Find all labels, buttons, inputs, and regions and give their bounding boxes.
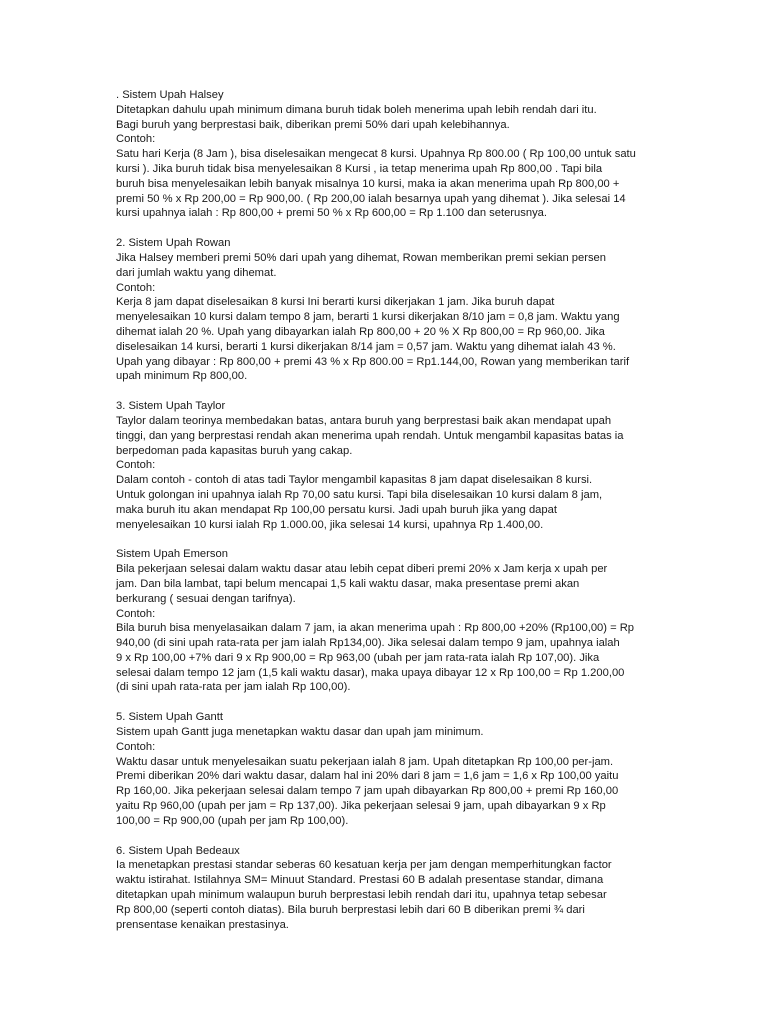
paragraph-line: Taylor dalam teorinya membedakan batas, antara buruh yang berprestasi baik akan mendapat upah	[116, 414, 612, 427]
paragraph-line: maka buruh itu akan mendapat Rp 100,00 persatu kursi. Jadi upah buruh jika yang dapat	[116, 503, 557, 516]
paragraph-line: menyelesaikan 10 kursi ialah Rp 1.000.00, jika selesai 14 kursi, upahnya Rp 1.400,00.	[116, 518, 544, 531]
example-label: Contoh:	[116, 607, 156, 620]
paragraph-line: berkurang ( sesuai dengan tarifnya).	[116, 592, 296, 605]
paragraph-line: Rp 800,00 (seperti contoh diatas). Bila buruh berprestasi lebih dari 60 B diberikan premi ¾ dari	[116, 903, 585, 916]
paragraph-line: jam. Dan bila lambat, tapi belum mencapai 1,5 kali waktu dasar, maka presentase premi akan	[116, 577, 580, 590]
section	[116, 236, 668, 384]
example-label: Contoh:	[116, 281, 156, 294]
paragraph-line: berpedoman pada kapasitas buruh yang cakap.	[116, 444, 353, 457]
paragraph-line: 100,00 = Rp 900,00 (upah per jam Rp 100,00).	[116, 814, 349, 827]
paragraph-line: upah minimum Rp 800,00.	[116, 370, 248, 383]
section	[116, 547, 668, 695]
paragraph-line: Ditetapkan dahulu upah minimum dimana buruh tidak boleh menerima upah lebih rendah dari itu.	[116, 103, 597, 116]
paragraph-line: Bagi buruh yang berprestasi baik, diberikan premi 50% dari upah kelebihannya.	[116, 118, 510, 131]
paragraph-line: dari jumlah waktu yang dihemat.	[116, 266, 277, 279]
paragraph-line: tinggi, dan yang berprestasi rendah akan menerima upah rendah. Untuk mengambil kapasitas batas ia	[116, 429, 624, 442]
paragraph-line: Upah yang dibayar : Rp 800,00 + premi 43 % x Rp 800.00 = Rp1.144,00, Rowan yang memberikan tarif	[116, 355, 630, 368]
paragraph-line: Kerja 8 jam dapat diselesaikan 8 kursi Ini berarti kursi dikerjakan 1 jam. Jika buruh dapat	[116, 296, 555, 309]
paragraph-line: Rp 160,00. Jika pekerjaan selesai dalam tempo 7 jam upah dibayarkan Rp 800,00 + premi Rp 160,00	[116, 785, 619, 798]
paragraph-line: 940,00 (di sini upah rata-rata per jam ialah Rp134,00). Jika selesai dalam tempo 9 jam, upahnya ialah	[116, 637, 620, 650]
paragraph-line: Bila buruh bisa menyelasaikan dalam 7 jam, ia akan menerima upah : Rp 800,00 +20% (Rp100,00) = Rp	[116, 622, 635, 635]
paragraph-line: Ia menetapkan prestasi standar seberas 60 kesatuan kerja per jam dengan memperhitungkan factor	[116, 859, 612, 872]
section-title: 6. Sistem Upah Bedeaux	[116, 844, 240, 857]
paragraph-line: Sistem upah Gantt juga menetapkan waktu dasar dan upah jam minimum.	[116, 726, 484, 739]
paragraph-line: selesai dalam tempo 12 jam (1,5 kali waktu dasar), maka upaya dibayar 12 x Rp 100,00 = Rp 1.200,00	[116, 666, 625, 679]
paragraph-line: kursi ). Jika buruh tidak bisa menyelesaikan 8 Kursi , ia tetap menerima upah Rp 800,00 . Tapi bila	[116, 162, 603, 175]
section	[116, 844, 668, 933]
paragraph-line: Waktu dasar untuk menyelesaikan suatu pekerjaan ialah 8 jam. Upah ditetapkan Rp 100,00 per-jam.	[116, 755, 614, 768]
paragraph-line: dihemat ialah 20 %. Upah yang dibayarkan ialah Rp 800,00 + 20 % X Rp 800,00 = Rp 960,00. Jika	[116, 325, 605, 338]
section-title: . Sistem Upah Halsey	[116, 89, 224, 101]
paragraph-line: Bila pekerjaan selesai dalam waktu dasar atau lebih cepat diberi premi 20% x Jam kerja x upah per	[116, 563, 608, 576]
section-title: Sistem Upah Emerson	[116, 548, 228, 561]
paragraph-line: 9 x Rp 100,00 +7% dari 9 x Rp 900,00 = Rp 963,00 (ubah per jam rata-rata ialah Rp 107,00). Jika	[116, 651, 600, 664]
paragraph-line: waktu istirahat. Istilahnya SM= Minuut Standard. Prestasi 60 B adalah presentase standar, dimana	[116, 874, 604, 887]
section-title: 3. Sistem Upah Taylor	[116, 400, 226, 413]
paragraph-line: yaitu Rp 960,00 (upah per jam = Rp 137,00). Jika pekerjaan selesai 9 jam, upah dibayarkan 9 x Rp	[116, 800, 606, 813]
section	[116, 399, 668, 532]
paragraph-line: premi 50 % x Rp 200,00 = Rp 900,00. ( Rp 200,00 ialah besarnya upah yang dihemat ). Jika selesai 14	[116, 192, 626, 205]
paragraph-line: diselesaikan 14 kursi, berarti 1 kursi dikerjakan 8/14 jam = 0,57 jam. Waktu yang dihemat ialah 43 %.	[116, 340, 616, 353]
paragraph-line: ditetapkan upah minimum walaupun buruh berprestasi lebih rendah dari itu, upahnya tetap sebesar	[116, 889, 607, 902]
paragraph-line: prensentase kenaikan prestasinya.	[116, 918, 289, 931]
paragraph-line: menyelesaikan 10 kursi dalam tempo 8 jam, berarti 1 kursi dikerjakan 8/10 jam = 0,8 jam. Waktu yang	[116, 311, 620, 324]
section	[116, 88, 668, 221]
section	[116, 710, 668, 828]
example-label: Contoh:	[116, 133, 156, 146]
paragraph-line: Untuk golongan ini upahnya ialah Rp 70,00 satu kursi. Tapi bila diselesaikan 10 kursi dalam 8 jam,	[116, 488, 603, 501]
paragraph-line: Satu hari Kerja (8 Jam ), bisa diselesaikan mengecat 8 kursi. Upahnya Rp 800.00 ( Rp 100,00 untuk satu	[116, 148, 636, 161]
paragraph-line: buruh bisa menyelesaikan lebih banyak misalnya 10 kursi, maka ia akan menerima upah Rp 800,00 +	[116, 177, 620, 190]
section-title: 5. Sistem Upah Gantt	[116, 711, 223, 724]
section-title: 2. Sistem Upah Rowan	[116, 237, 231, 250]
paragraph-line: (di sini upah rata-rata per jam ialah Rp 100,00).	[116, 681, 351, 694]
paragraph-line: kursi upahnya ialah : Rp 800,00 + premi 50 % x Rp 600,00 = Rp 1.100 dan seterusnya.	[116, 207, 547, 220]
example-label: Contoh:	[116, 740, 156, 753]
paragraph-line: Jika Halsey memberi premi 50% dari upah yang dihemat, Rowan memberikan premi sekian persen	[116, 251, 606, 264]
example-label: Contoh:	[116, 459, 156, 472]
document-body	[116, 88, 668, 947]
paragraph-line: Premi diberikan 20% dari waktu dasar, dalam hal ini 20% dari 8 jam = 1,6 jam = 1,6 x Rp 100,00 yaitu	[116, 770, 619, 783]
paragraph-line: Dalam contoh - contoh di atas tadi Taylor mengambil kapasitas 8 jam dapat diselesaikan 8 kursi.	[116, 474, 593, 487]
